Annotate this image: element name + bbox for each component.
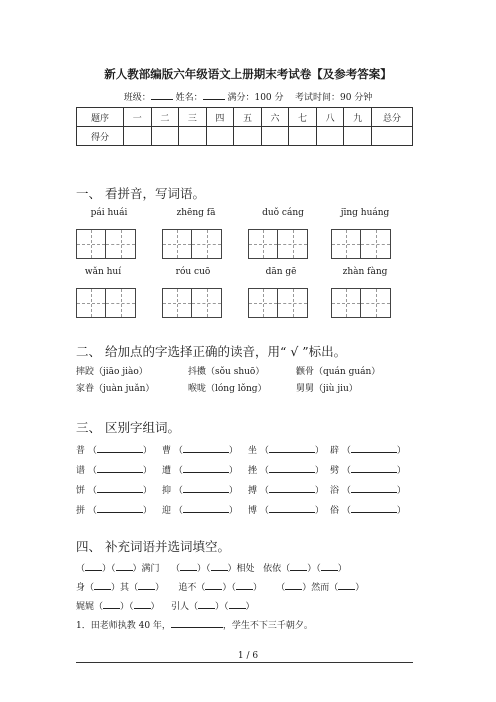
base-character: 搏 xyxy=(248,486,258,496)
exam-info xyxy=(0,90,496,103)
writing-grid[interactable] xyxy=(76,288,136,318)
base-character: 辟 xyxy=(330,446,340,456)
close-paren: ） xyxy=(314,466,324,476)
close-paren: ） xyxy=(396,446,406,456)
close-paren: ） xyxy=(314,506,324,516)
answer-blank[interactable] xyxy=(134,599,151,609)
base-character: 饼 xyxy=(76,486,86,496)
close-paren: ） xyxy=(142,506,152,516)
answer-blank[interactable] xyxy=(198,599,215,609)
reading-item[interactable]: 抖擞（sǒu shuō） xyxy=(188,367,265,377)
answer-blank[interactable] xyxy=(97,483,143,493)
base-character: 普 xyxy=(76,446,86,456)
base-character: 谱 xyxy=(76,466,86,476)
base-character: 劈 xyxy=(330,466,340,476)
score-cell[interactable] xyxy=(151,127,179,146)
answer-blank[interactable] xyxy=(269,443,315,453)
open-paren: （ xyxy=(87,466,97,476)
close-paren: ） xyxy=(228,506,238,516)
pinyin-label: zhàn fàng xyxy=(342,267,388,277)
answer-blank[interactable] xyxy=(116,561,133,571)
open-paren: （ xyxy=(87,446,97,456)
close-paren: ） xyxy=(142,446,152,456)
answer-blank[interactable] xyxy=(171,618,223,628)
page-title: 新人教部编版六年级语文上册期末考试卷【及参考答案】 xyxy=(104,67,392,81)
score-cell[interactable] xyxy=(372,127,413,146)
class-label: 班级： xyxy=(123,93,151,103)
answer-blank[interactable] xyxy=(85,561,102,571)
answer-blank[interactable] xyxy=(338,580,355,590)
word-group-item xyxy=(76,483,152,496)
close-paren: ） xyxy=(228,466,238,476)
answer-blank[interactable] xyxy=(183,463,229,473)
close-paren: ） xyxy=(228,446,238,456)
open-paren: （ xyxy=(259,486,269,496)
idiom-text: 引人 xyxy=(171,602,190,612)
score-header-cell: 题序 xyxy=(77,108,124,127)
pinyin-label: pái huái xyxy=(90,208,128,218)
close-paren: ） xyxy=(142,466,152,476)
word-group-item xyxy=(248,443,324,456)
score-header-cell: 二 xyxy=(151,108,179,127)
base-character: 浴 xyxy=(330,486,340,496)
base-character: 抑 xyxy=(162,486,172,496)
base-character: 博 xyxy=(248,506,258,516)
writing-grid[interactable] xyxy=(331,288,391,318)
close-paren: ） xyxy=(228,486,238,496)
answer-blank[interactable] xyxy=(94,580,111,590)
section2-title: 二、 给加点的字选择正确的读音，用“ √ ”标出。 xyxy=(76,344,347,359)
idiom-text: 娓娓 xyxy=(76,602,95,612)
score-cell[interactable] xyxy=(344,127,372,146)
answer-blank[interactable] xyxy=(180,561,197,571)
idiom-line-1: （ ）（ ）满门 （ ）（ ）相处 依依（ ）（ ） xyxy=(76,561,347,574)
reading-item[interactable]: 家眷（juàn juǎn） xyxy=(76,384,155,394)
score-header-cell: 五 xyxy=(234,108,262,127)
open-paren: （ xyxy=(173,446,183,456)
idiom-text: 依依 xyxy=(263,564,282,574)
score-table-row xyxy=(77,127,413,146)
score-header-cell: 一 xyxy=(124,108,152,127)
score-header-cell: 七 xyxy=(289,108,317,127)
answer-blank[interactable] xyxy=(269,503,315,513)
open-paren: （ xyxy=(87,506,97,516)
answer-blank[interactable] xyxy=(351,483,397,493)
name-blank xyxy=(203,90,225,100)
pinyin-label: dān gē xyxy=(265,267,297,277)
base-character: 迎 xyxy=(162,506,172,516)
open-paren: （ xyxy=(341,446,351,456)
close-paren: ） xyxy=(314,486,324,496)
answer-blank[interactable] xyxy=(205,580,222,590)
pinyin-label: róu cuō xyxy=(175,267,211,277)
word-group-item xyxy=(162,503,238,516)
answer-blank[interactable] xyxy=(236,580,253,590)
score-header-cell: 四 xyxy=(206,108,234,127)
answer-blank[interactable] xyxy=(97,503,143,513)
writing-grid[interactable] xyxy=(248,229,308,259)
score-row-label: 得分 xyxy=(77,127,124,146)
open-paren: （ xyxy=(259,506,269,516)
class-blank xyxy=(151,90,173,100)
open-paren: （ xyxy=(259,446,269,456)
answer-blank[interactable] xyxy=(285,580,302,590)
base-character: 拼 xyxy=(76,506,86,516)
word-group-item xyxy=(248,483,324,496)
reading-item[interactable]: 喉咙（lóng lǒng） xyxy=(188,384,267,394)
close-paren: ） xyxy=(142,486,152,496)
open-paren: （ xyxy=(173,466,183,476)
score-table-header xyxy=(77,108,413,127)
word-group-item xyxy=(162,463,238,476)
answer-blank[interactable] xyxy=(183,503,229,513)
answer-blank[interactable] xyxy=(183,483,229,493)
exam-time: 考试时间：90 分钟 xyxy=(294,93,373,103)
answer-blank[interactable] xyxy=(211,561,228,571)
open-paren: （ xyxy=(87,486,97,496)
idiom-text: 相处 xyxy=(236,564,255,574)
answer-blank[interactable] xyxy=(269,483,315,493)
section4-title: 四、 补充词语并选词填空。 xyxy=(76,539,230,554)
idiom-line-2: 身（ ）其（ ） 追不（ ）（ ） （ ）然而（ ） xyxy=(76,580,364,593)
pinyin-label: wǎn huí xyxy=(84,267,122,277)
score-cell[interactable] xyxy=(316,127,344,146)
score-cell[interactable] xyxy=(179,127,207,146)
reading-item[interactable]: 舅舅（jiù jiu） xyxy=(296,384,358,394)
answer-blank[interactable] xyxy=(351,463,397,473)
writing-grid[interactable] xyxy=(162,229,222,259)
answer-blank[interactable] xyxy=(138,580,155,590)
word-group-item xyxy=(76,463,152,476)
answer-blank[interactable] xyxy=(97,443,143,453)
score-header-cell: 三 xyxy=(179,108,207,127)
reading-item[interactable]: 摔跤（jiāo jiào） xyxy=(76,367,148,377)
score-table xyxy=(76,107,413,146)
score-cell[interactable] xyxy=(289,127,317,146)
open-paren: （ xyxy=(173,506,183,516)
score-header-cell: 八 xyxy=(316,108,344,127)
writing-grid[interactable] xyxy=(331,229,391,259)
word-group-item xyxy=(248,503,324,516)
question-1 xyxy=(76,618,313,631)
open-paren: （ xyxy=(173,486,183,496)
open-paren: （ xyxy=(341,486,351,496)
pinyin-label: zhēng fā xyxy=(176,208,216,218)
idiom-line-3: 娓娓（ ）（ ） 引人（ ）（ ） xyxy=(76,599,255,612)
question-text: ，学生不下三千朝夕。 xyxy=(222,621,313,631)
answer-blank[interactable] xyxy=(351,443,397,453)
open-paren: （ xyxy=(259,466,269,476)
score-cell[interactable] xyxy=(234,127,262,146)
word-group-item xyxy=(330,483,406,496)
score-header-cell: 六 xyxy=(261,108,289,127)
answer-blank[interactable] xyxy=(290,561,307,571)
open-paren: （ xyxy=(341,466,351,476)
idiom-text: 然而 xyxy=(311,583,330,593)
score-cell[interactable] xyxy=(261,127,289,146)
word-group-item xyxy=(76,503,152,516)
close-paren: ） xyxy=(396,506,406,516)
base-character: 遭 xyxy=(162,466,172,476)
idiom-text: 身 xyxy=(76,583,86,593)
page-number: 1 / 6 xyxy=(237,651,259,661)
base-character: 挫 xyxy=(248,466,258,476)
answer-blank[interactable] xyxy=(97,463,143,473)
score-cell[interactable] xyxy=(206,127,234,146)
word-group-item xyxy=(76,443,152,456)
full-marks: 满分：100 分 xyxy=(227,93,284,103)
name-label: 姓名： xyxy=(175,93,203,103)
word-group-item xyxy=(330,443,406,456)
pinyin-label: duǒ cáng xyxy=(262,208,304,218)
writing-grid[interactable] xyxy=(162,288,222,318)
score-header-cell: 九 xyxy=(344,108,372,127)
question-text: 1．田老师执教 40 年， xyxy=(76,621,171,631)
word-group-item xyxy=(248,463,324,476)
score-cell[interactable] xyxy=(124,127,152,146)
section1-title: 一、 看拼音，写词语。 xyxy=(76,186,205,201)
close-paren: ） xyxy=(396,486,406,496)
pinyin-label: jīng huáng xyxy=(340,208,390,218)
answer-blank[interactable] xyxy=(103,599,120,609)
answer-blank[interactable] xyxy=(351,503,397,513)
close-paren: ） xyxy=(396,466,406,476)
word-group-item xyxy=(330,463,406,476)
close-paren: ） xyxy=(314,446,324,456)
idiom-text: 满门 xyxy=(141,564,160,574)
base-character: 俗 xyxy=(330,506,340,516)
writing-grid[interactable] xyxy=(248,288,308,318)
answer-blank[interactable] xyxy=(229,599,246,609)
answer-blank[interactable] xyxy=(183,443,229,453)
reading-item[interactable]: 颧骨（quán guán） xyxy=(296,367,381,377)
base-character: 坐 xyxy=(248,446,258,456)
word-group-item xyxy=(330,503,406,516)
idiom-text: 其 xyxy=(120,583,130,593)
open-paren: （ xyxy=(341,506,351,516)
section3-title: 三、 区别字组词。 xyxy=(76,420,180,435)
word-group-item xyxy=(162,443,238,456)
score-header-cell: 总分 xyxy=(372,108,413,127)
writing-grid[interactable] xyxy=(76,229,136,259)
base-character: 曹 xyxy=(162,446,172,456)
word-group-item xyxy=(162,483,238,496)
answer-blank[interactable] xyxy=(269,463,315,473)
answer-blank[interactable] xyxy=(321,561,338,571)
idiom-text: 追不 xyxy=(178,583,197,593)
footer-divider xyxy=(76,662,413,663)
